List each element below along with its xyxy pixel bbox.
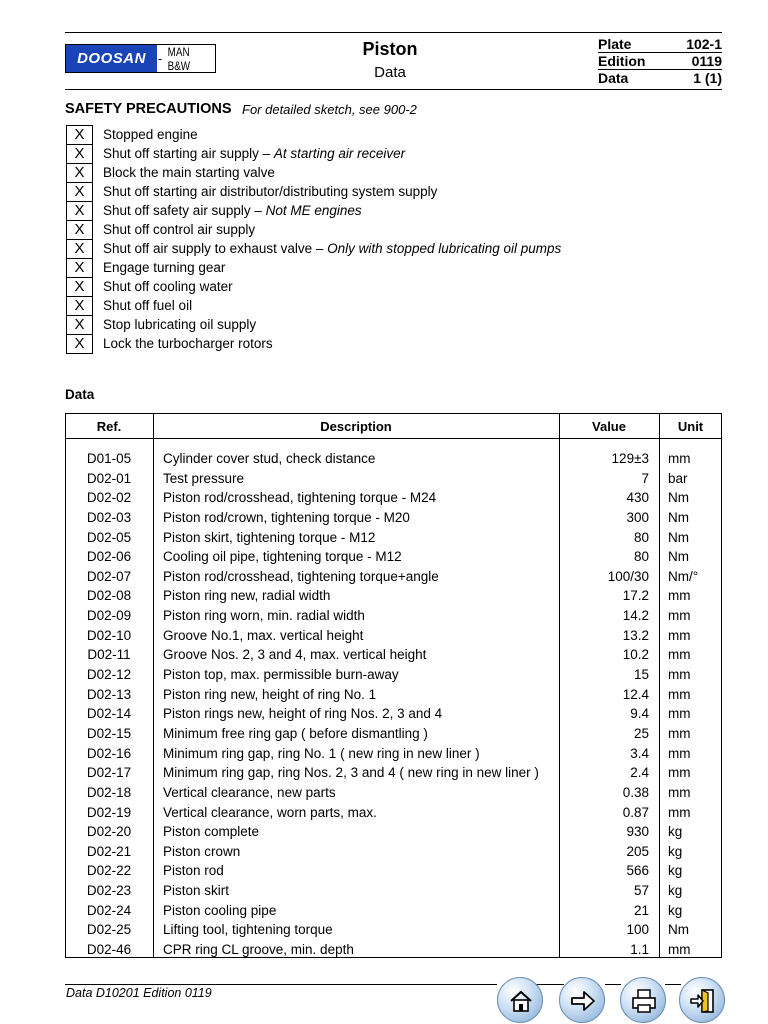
safety-item-text: Shut off fuel oil [103,298,193,313]
row-unit: mm [668,686,691,702]
row-unit: mm [668,706,691,722]
row-unit: Nm [668,549,689,565]
exit-button[interactable] [679,977,725,1023]
row-description: Piston cooling pipe [163,902,277,918]
row-ref: D02-09 [86,608,132,624]
table-row [65,940,722,960]
row-unit: Nm/° [668,568,699,584]
safety-item-note: At starting air receiver [273,146,406,161]
footer-rule [665,984,681,985]
row-description: Piston rod/crosshead, tightening torque+angle [163,568,439,584]
table-row [65,567,722,587]
safety-checkbox: X [67,126,92,145]
home-button[interactable] [497,977,543,1023]
row-description: Minimum ring gap, ring No. 1 ( new ring in new liner ) [163,745,480,761]
row-description: Minimum free ring gap ( before dismantling ) [163,725,428,741]
table-row [65,626,722,646]
table-row [65,685,722,705]
row-value: 9.4 [630,706,649,722]
row-unit: mm [668,647,691,663]
row-value: 7 [641,470,649,486]
safety-item [103,277,561,296]
safety-item [103,163,561,182]
page-subtitle: Data [374,64,406,81]
footer-rule [605,984,621,985]
row-ref: D01-05 [86,451,132,466]
row-value: 0.87 [622,804,649,820]
printer-icon [630,987,658,1015]
next-button[interactable] [559,977,605,1023]
row-unit: Nm [668,529,689,545]
row-description: Piston ring new, radial width [163,588,331,604]
row-unit: mm [668,784,691,800]
row-unit: kg [668,902,683,918]
safety-item [103,201,561,220]
safety-checkbox: X [67,240,92,259]
row-ref: D02-23 [86,883,132,899]
row-unit: mm [668,942,691,958]
print-button[interactable] [620,977,666,1023]
row-value: 430 [626,490,649,506]
row-unit: kg [668,863,683,879]
safety-checkbox: X [67,202,92,221]
row-description: Piston skirt, tightening torque - M12 [163,529,376,545]
row-ref: D02-17 [86,765,132,781]
safety-checkbox: X [67,259,92,278]
row-ref: D02-03 [86,509,132,525]
row-ref: D02-11 [87,647,131,663]
row-description: Cylinder cover stud, check distance [163,451,376,466]
safety-checkbox-column [66,125,93,354]
doosan-man-logo [65,44,216,73]
meta-plate [598,36,722,52]
meta-data-label: Data [598,70,629,86]
row-unit: mm [668,725,691,741]
row-ref: D02-25 [86,922,132,938]
row-ref: D02-18 [86,784,132,800]
meta-data [598,70,722,86]
table-header-rule [65,438,722,439]
row-ref: D02-46 [86,942,132,958]
row-description: Piston ring new, height of ring No. 1 [163,686,377,702]
row-value: 15 [633,667,649,683]
header-top-rule [65,32,722,33]
table-row [65,645,722,665]
row-value: 1.1 [630,942,649,958]
row-unit: mm [668,451,691,466]
row-description: Piston top, max. permissible burn-away [163,667,399,683]
safety-item-text: Stopped engine [103,127,198,142]
row-ref: D02-10 [86,627,132,643]
row-unit: Nm [668,490,689,506]
safety-item [103,220,561,239]
row-value: 21 [633,902,649,918]
logo-man-text: MAN B&W [167,44,191,73]
row-value: 3.4 [630,745,649,761]
row-description: Groove Nos. 2, 3 and 4, max. vertical height [163,647,427,663]
row-value: 100/30 [607,568,649,584]
safety-item-text: Shut off safety air supply – [103,203,262,218]
safety-note: For detailed sketch, see 900-2 [242,102,417,117]
row-ref: D02-08 [86,588,132,604]
row-ref: D02-22 [86,863,132,879]
row-value: 80 [633,529,649,545]
page-title: Piston [362,39,418,59]
row-description: Vertical clearance, worn parts, max. [163,804,377,820]
row-value: 25 [633,725,649,741]
safety-item-text: Shut off control air supply [103,222,256,237]
row-description: CPR ring CL groove, min. depth [163,942,354,958]
safety-checkbox: X [67,164,92,183]
table-row [65,469,722,489]
row-unit: kg [668,883,683,899]
data-heading: Data [65,387,95,402]
safety-item [103,125,561,144]
meta-edition-label: Edition [598,53,646,69]
safety-item [103,239,561,258]
column-header-value: Value [592,419,626,434]
row-description: Piston skirt [163,883,230,899]
safety-checkbox: X [67,316,92,335]
row-description: Piston complete [163,824,260,840]
row-description: Groove No.1, max. vertical height [163,627,364,643]
row-ref: D02-01 [86,470,132,486]
footer-rule [65,984,497,985]
row-unit: mm [668,745,691,761]
row-value: 57 [633,883,649,899]
row-description: Vertical clearance, new parts [163,784,336,800]
column-header-description: Description [320,419,392,434]
safety-item-text: Block the main starting valve [103,165,275,180]
row-unit: kg [668,824,683,840]
column-header-unit: Unit [677,419,704,434]
row-unit: Nm [668,509,689,525]
table-row [65,763,722,783]
table-row [65,744,722,764]
row-description: Test pressure [163,470,245,486]
header-bottom-rule [65,89,722,90]
row-ref: D02-20 [86,824,132,840]
row-unit: mm [668,765,691,781]
table-row [65,606,722,626]
row-ref: D02-19 [86,804,132,820]
safety-item-text: Lock the turbocharger rotors [103,336,273,351]
row-ref: D02-02 [86,490,132,506]
row-unit: mm [668,667,691,683]
row-ref: D02-05 [86,529,132,545]
row-value: 12.4 [622,686,649,702]
row-value: 14.2 [622,608,649,624]
safety-checkbox: X [74,335,85,352]
safety-checkbox: X [67,145,92,164]
safety-item [103,182,561,201]
row-description: Piston crown [163,843,241,859]
row-unit: mm [668,608,691,624]
row-description: Cooling oil pipe, tightening torque - M12 [163,549,402,565]
forward-arrow-icon [569,987,597,1015]
logo-doosan-text: DOOSAN [66,45,157,72]
row-value: 2.4 [630,765,649,781]
column-header-ref: Ref. [96,419,122,434]
safety-checkbox: X [67,278,92,297]
safety-item [103,144,561,163]
row-unit: mm [668,804,691,820]
row-unit: bar [668,470,688,486]
table-row [65,881,722,901]
row-value: 300 [626,509,649,525]
row-ref: D02-07 [86,568,132,584]
safety-item-text: Shut off cooling water [103,279,233,294]
safety-item-text: Shut off starting air distributor/distributing system supply [103,184,438,199]
safety-item-text: Engage turning gear [103,260,226,275]
safety-item-note: Not ME engines [265,203,362,218]
safety-item [103,315,561,334]
table-row [65,508,722,528]
table-row [65,547,722,567]
row-value: 930 [626,824,649,840]
meta-edition [598,53,722,69]
row-value: 17.2 [622,588,649,604]
safety-item [103,258,561,277]
row-description: Piston rod [163,863,224,879]
meta-data-value: 1 (1) [693,70,722,86]
table-row [65,449,722,469]
table-row [65,822,722,842]
row-unit: mm [668,627,691,643]
safety-item-list [103,125,561,353]
table-row [65,724,722,744]
row-description: Piston rod/crosshead, tightening torque - M24 [163,490,437,506]
table-row [65,920,722,940]
row-value: 0.38 [622,784,649,800]
table-body [65,449,722,960]
row-description: Piston rod/crown, tightening torque - M20 [163,509,410,525]
logo-dash: - [157,51,163,66]
home-icon [507,987,535,1015]
row-value: 80 [633,549,649,565]
row-ref: D02-13 [86,686,132,702]
safety-item-text: Stop lubricating oil supply [103,317,257,332]
safety-checkbox: X [67,297,92,316]
row-ref: D02-06 [86,549,132,565]
row-ref: D02-12 [86,667,132,683]
row-value: 13.2 [622,627,649,643]
safety-item [103,334,561,353]
row-ref: D02-24 [86,902,132,918]
table-row [65,665,722,685]
table-row [65,586,722,606]
row-description: Minimum ring gap, ring Nos. 2, 3 and 4 ( new ring in new liner ) [163,765,539,781]
row-unit: kg [668,843,683,859]
row-unit: Nm [668,922,689,938]
table-row [65,528,722,548]
row-value: 129±3 [611,451,649,466]
row-value: 10.2 [622,647,649,663]
safety-checkbox: X [67,221,92,240]
row-value: 100 [626,922,649,938]
table-row [65,783,722,803]
safety-item-note: Only with stopped lubricating oil pumps [327,241,562,256]
table-row [65,704,722,724]
meta-edition-value: 0119 [691,53,722,69]
row-description: Piston rings new, height of ring Nos. 2, 3 and 4 [163,706,443,722]
exit-door-icon [689,987,717,1015]
meta-plate-label: Plate [598,36,632,52]
row-ref: D02-14 [86,706,132,722]
table-row [65,803,722,823]
row-ref: D02-15 [86,725,132,741]
row-ref: D02-16 [86,745,132,761]
row-unit: mm [668,588,691,604]
row-ref: D02-21 [86,843,132,859]
table-row [65,842,722,862]
meta-plate-value: 102-1 [686,36,722,52]
row-description: Lifting tool, tightening torque [163,922,333,938]
safety-item-text: Shut off air supply to exhaust valve – [103,241,324,256]
safety-checkbox: X [67,183,92,202]
row-description: Piston ring worn, min. radial width [163,608,365,624]
table-row [65,901,722,921]
safety-item [103,296,561,315]
safety-heading: SAFETY PRECAUTIONS [65,101,232,117]
row-value: 205 [626,843,649,859]
table-row [65,861,722,881]
row-value: 566 [626,863,649,879]
footer-text: Data D10201 Edition 0119 [66,986,212,1000]
safety-item-text: Shut off starting air supply – [103,146,271,161]
table-row [65,488,722,508]
